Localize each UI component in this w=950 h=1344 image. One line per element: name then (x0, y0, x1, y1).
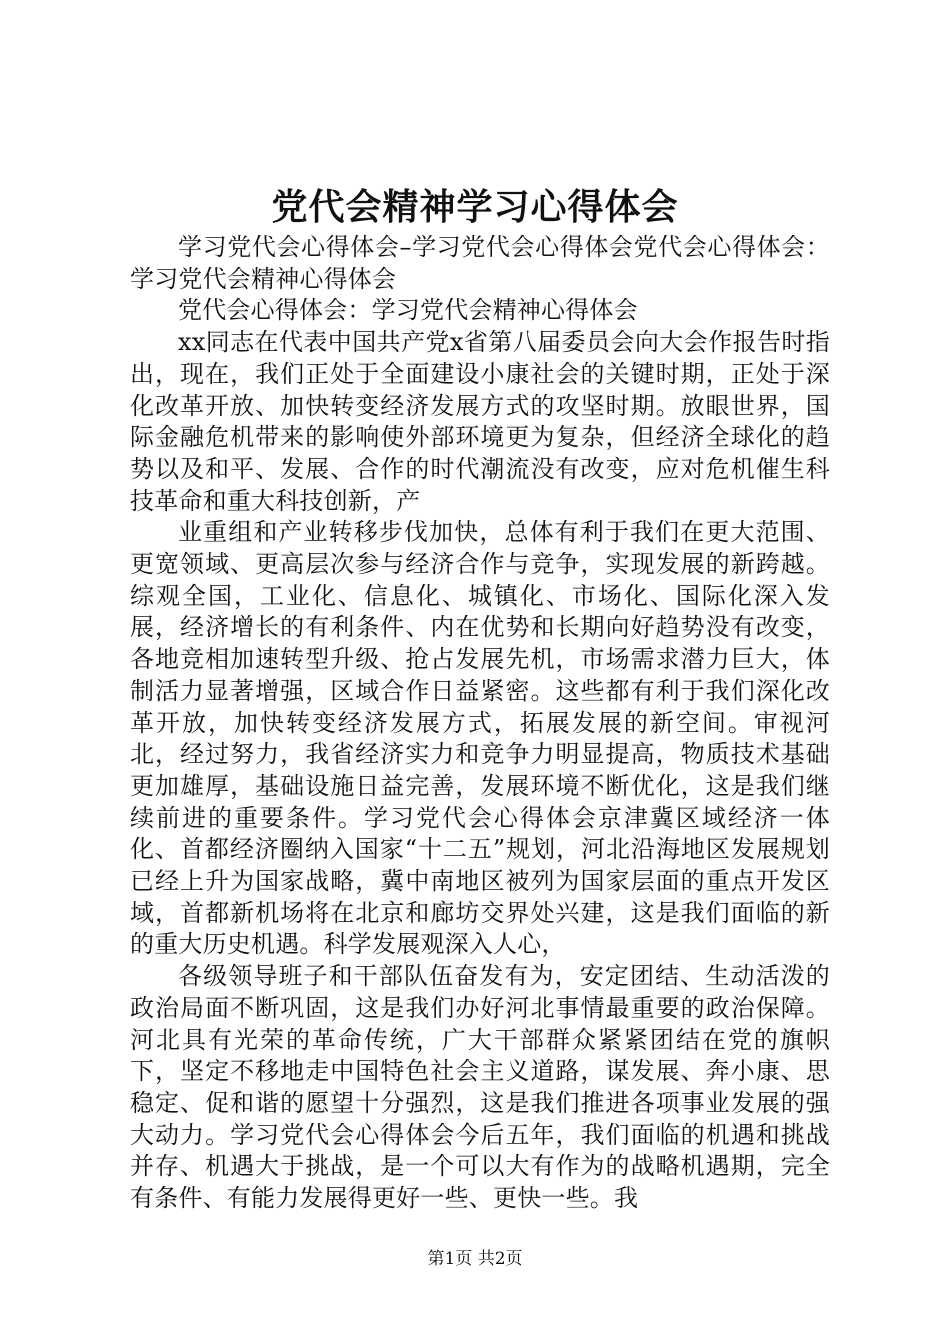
paragraph-3: xx同志在代表中国共产党x省第八届委员会向大会作报告时指出，现在，我们正处于全面建设小康社会的关键时期，正处于深化改革开放、加快转变经济发展方式的攻坚时期。放眼世界，国际金融危机带来的影响使外部环境更为复杂，但经济全球化的趋势以及和平、发展、合作的时代潮流没有改变，应对危机催生科技革命和重大科技创新，产 (130, 328, 830, 515)
paragraph-4: 业重组和产业转移步伐加快，总体有利于我们在更大范围、更宽领域、更高层次参与经济合作与竞争，实现发展的新跨越。综观全国，工业化、信息化、城镇化、市场化、国际化深入发展，经济增长的有利条件、内在优势和长期向好趋势没有改变，各地竞相加速转型升级、抢占发展先机，市场需求潜力巨大，体制活力显著增强，区域合作日益紧密。这些都有利于我们深化改革开放，加快转变经济发展方式，拓展发展的新空间。审视河北，经过努力，我省经济实力和竞争力明显提高，物质技术基础更加雄厚，基础设施日益完善，发展环境不断优化，这是我们继续前进的重要条件。学习党代会心得体会京津冀区域经济一体化、首都经济圈纳入国家“十二五”规划，河北沿海地区发展规划已经上升为国家战略，冀中南地区被列为国家层面的重点开发区域，首都新机场将在北京和廊坊交界处兴建，这是我们面临的新的重大历史机遇。科学发展观深入人心， (130, 518, 830, 959)
document-body (130, 232, 830, 1215)
paragraph-1: 学习党代会心得体会–学习党代会心得体会党代会心得体会：学习党代会精神心得体会 (130, 233, 830, 293)
paragraph-2: 党代会心得体会：学习党代会精神心得体会 (178, 296, 638, 325)
document-title: 党代会精神学习心得体会 (271, 186, 679, 228)
paragraph-5: 各级领导班子和干部队伍奋发有为，安定团结、生动活泼的政治局面不断巩固，这是我们办好河北事情最重要的政治保障。河北具有光荣的革命传统，广大干部群众紧紧团结在党的旗帜下，坚定不移地走中国特色社会主义道路，谋发展、奔小康、思稳定、促和谐的愿望十分强烈，这是我们推进各项事业发展的强大动力。学习党代会心得体会今后五年，我们面临的机遇和挑战并存、机遇大于挑战，是一个可以大有作为的战略机遇期，完全有条件、有能力发展得更好一些、更快一些。我 (130, 962, 830, 1213)
page-footer: 第1页 共2页 (427, 1249, 523, 1269)
